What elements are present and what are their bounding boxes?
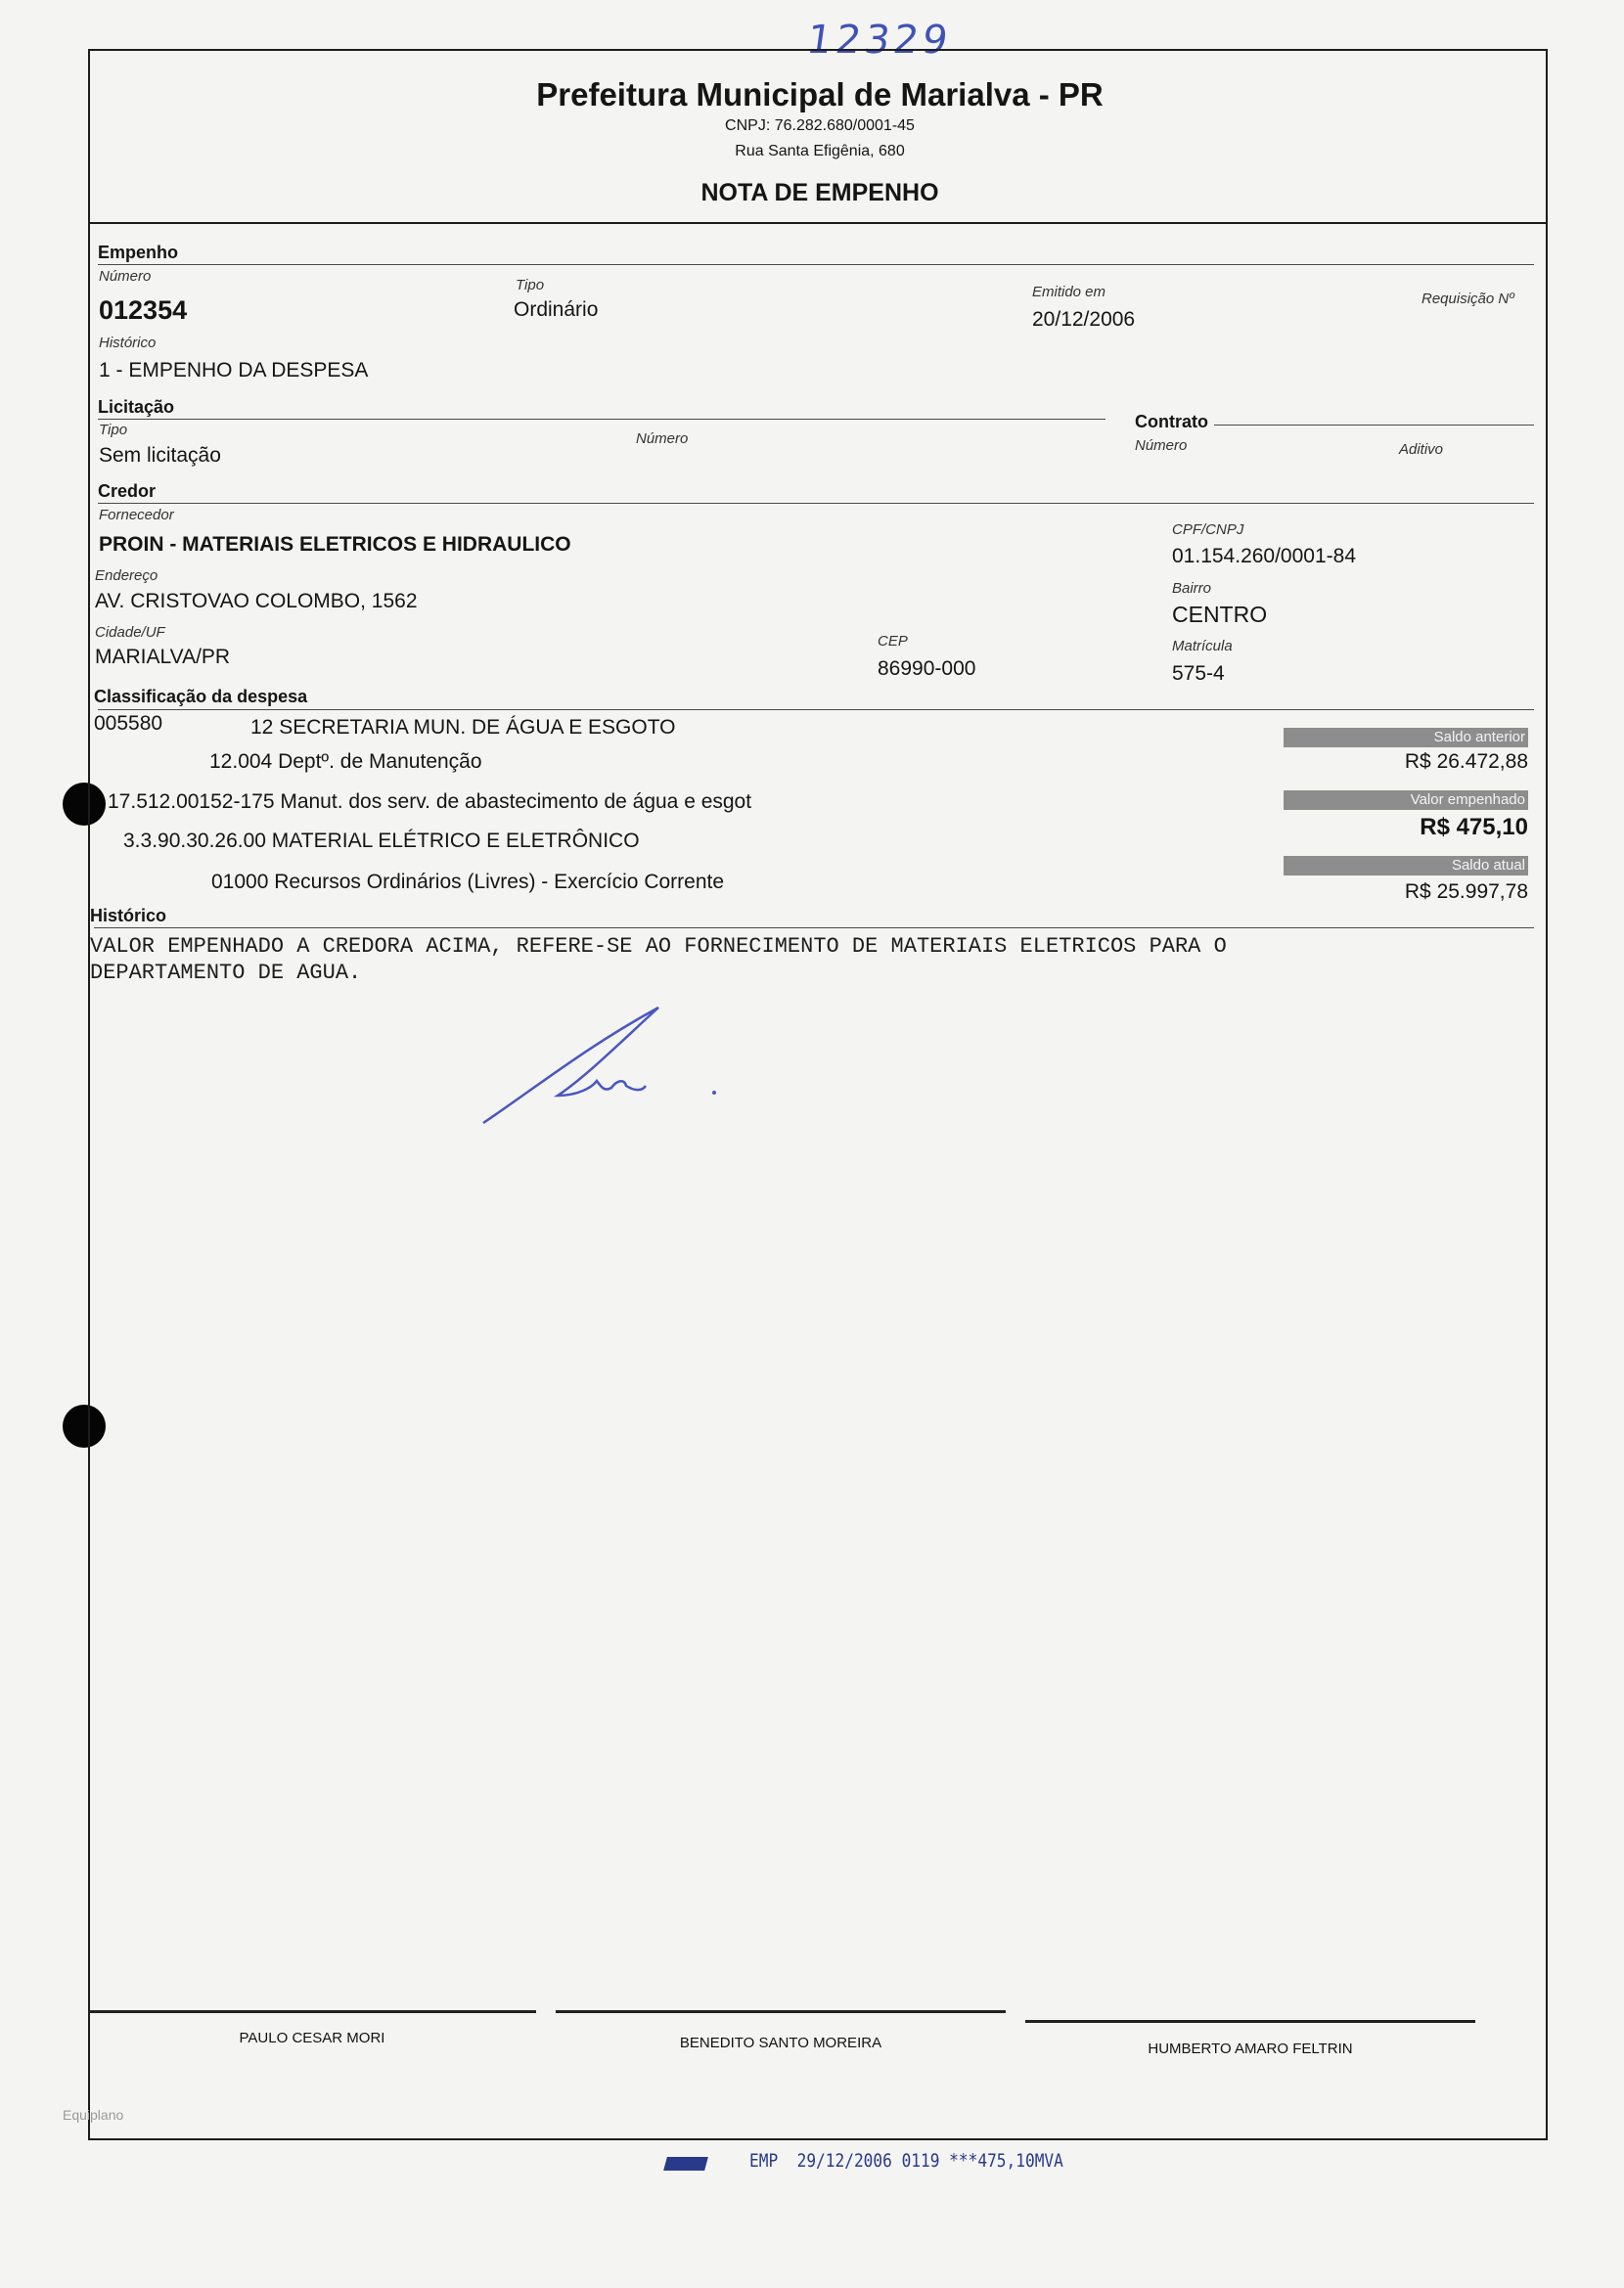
section-empenho: Empenho: [98, 243, 184, 263]
signature-line-1: [88, 2010, 536, 2013]
credor-cep: 86990-000: [878, 657, 976, 680]
credor-bairro-label: Bairro: [1172, 580, 1212, 597]
classificacao-line1: 12 SECRETARIA MUN. DE ÁGUA E ESGOTO: [250, 716, 676, 739]
credor-cpf: 01.154.260/0001-84: [1172, 545, 1357, 567]
classificacao-line5: 01000 Recursos Ordinários (Livres) - Exercício Corrente: [211, 871, 725, 893]
valor-empenhado-bar: Valor empenhado: [1284, 790, 1528, 810]
empenho-numero: 012354: [99, 295, 188, 325]
empenho-historico-label: Histórico: [99, 335, 157, 351]
section-contrato: Contrato: [1135, 412, 1214, 432]
credor-endereco: AV. CRISTOVAO COLOMBO, 1562: [95, 590, 418, 612]
empenho-historico: 1 - EMPENHO DA DESPESA: [99, 359, 369, 381]
municipality-cnpj: CNPJ: 76.282.680/0001-45: [725, 117, 915, 134]
saldo-atual-bar: Saldo atual: [1284, 856, 1528, 875]
signature-name-2: BENEDITO SANTO MOREIRA: [679, 2035, 882, 2051]
contrato-aditivo-label: Aditivo: [1399, 441, 1444, 458]
rule-classificacao: [98, 709, 1534, 710]
valor-empenhado: R$ 475,10: [1420, 814, 1528, 840]
credor-matricula: 575-4: [1172, 662, 1225, 685]
rule-empenho: [98, 264, 1534, 265]
handwritten-number: 12329: [803, 18, 955, 63]
credor-cidade: MARIALVA/PR: [95, 646, 231, 668]
saldo-anterior: R$ 26.472,88: [1404, 750, 1528, 773]
bank-stamp: EMP 29/12/2006 0119 ***475,10MVA: [749, 2150, 1063, 2172]
section-credor: Credor: [98, 481, 161, 502]
footer-brand: Equiplano: [63, 2107, 124, 2123]
classificacao-line2: 12.004 Deptº. de Manutenção: [209, 750, 482, 773]
header-divider: [88, 222, 1548, 224]
credor-fornecedor: PROIN - MATERIAIS ELETRICOS E HIDRAULICO: [99, 533, 571, 556]
section-historico: Histórico: [90, 906, 172, 926]
signature-line-2: [556, 2010, 1006, 2013]
credor-matricula-label: Matrícula: [1172, 638, 1233, 654]
empenho-requisicao-label: Requisição Nº: [1421, 291, 1514, 307]
saldo-anterior-bar: Saldo anterior: [1284, 728, 1528, 747]
section-classificacao: Classificação da despesa: [94, 687, 313, 707]
licitacao-tipo: Sem licitação: [99, 444, 221, 467]
credor-cep-label: CEP: [878, 633, 908, 650]
licitacao-tipo-label: Tipo: [99, 422, 128, 438]
classificacao-line4: 3.3.90.30.26.00 MATERIAL ELÉTRICO E ELETRÔNICO: [123, 830, 640, 852]
credor-bairro: CENTRO: [1172, 602, 1268, 627]
signature-name-1: PAULO CESAR MORI: [239, 2030, 385, 2046]
section-licitacao: Licitação: [98, 397, 180, 418]
empenho-tipo-label: Tipo: [516, 277, 545, 293]
saldo-atual: R$ 25.997,78: [1404, 880, 1528, 903]
credor-cpf-label: CPF/CNPJ: [1172, 521, 1244, 538]
rule-credor: [98, 503, 1534, 504]
bank-stamp-logo: [663, 2157, 708, 2171]
classificacao-line3: 17.512.00152-175 Manut. dos serv. de abastecimento de água e esgot: [108, 790, 752, 813]
empenho-emitido-label: Emitido em: [1032, 284, 1106, 300]
municipality-title: Prefeitura Municipal de Marialva - PR: [536, 76, 1104, 112]
document-title: NOTA DE EMPENHO: [700, 179, 939, 206]
rule-historico: [94, 927, 1534, 928]
signature-name-3: HUMBERTO AMARO FELTRIN: [1148, 2041, 1353, 2057]
classificacao-code: 005580: [94, 712, 163, 735]
credor-fornecedor-label: Fornecedor: [99, 507, 174, 523]
empenho-emitido: 20/12/2006: [1032, 308, 1136, 331]
municipality-address: Rua Santa Efigênia, 680: [735, 143, 905, 159]
empenho-tipo: Ordinário: [514, 298, 599, 321]
historico-line2: DEPARTAMENTO DE AGUA.: [90, 961, 362, 985]
licitacao-numero-label: Número: [636, 430, 689, 447]
handwritten-signature: [479, 998, 734, 1135]
rule-licitacao: [98, 419, 1105, 420]
credor-cidade-label: Cidade/UF: [95, 624, 165, 641]
credor-endereco-label: Endereço: [95, 567, 158, 584]
contrato-numero-label: Número: [1135, 437, 1188, 454]
signature-line-3: [1025, 2020, 1475, 2023]
historico-line1: VALOR EMPENHADO A CREDORA ACIMA, REFERE-SE AO FORNECIMENTO DE MATERIAIS ELETRICOS PARA O: [90, 934, 1227, 959]
empenho-numero-label: Número: [99, 268, 152, 285]
